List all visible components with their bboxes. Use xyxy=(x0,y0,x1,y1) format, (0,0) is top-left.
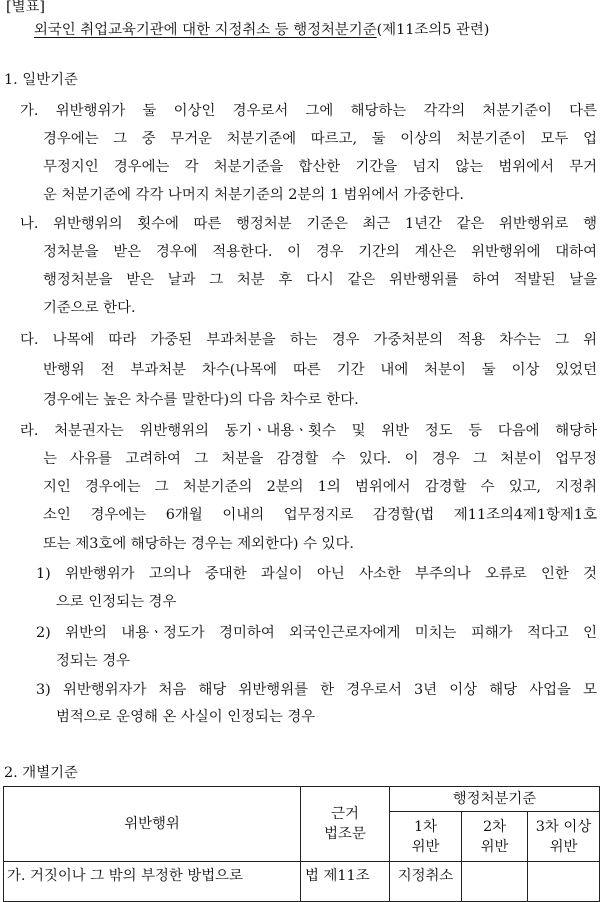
document-title-ref: (제11조의5 관련) xyxy=(376,22,490,38)
general-item-line: 경우에는 높은 차수를 말한다)의 다음 차수로 한다. xyxy=(43,392,359,408)
section-heading-general: 1. 일반기준 xyxy=(4,72,78,88)
general-item-line: 다. 나목에 따라 가중된 부과처분을 하는 경우 가중처분의 적용 차수는 그 위 xyxy=(20,332,597,348)
document-title-main: 외국인 취업교육기관에 대한 지정취소 등 행정처분기준 xyxy=(34,22,377,38)
sub-item-line: 3) 위반행위자가 처음 해당 위반행위를 한 경우로서 3년 이상 해당 사업을 모 xyxy=(36,682,597,698)
header-second-violation-line: 위반 xyxy=(480,838,509,855)
annex-tag: [별표] xyxy=(6,0,46,15)
penalty-standards-table xyxy=(3,786,600,902)
header-third-violation xyxy=(528,812,600,862)
row-violation: 가. 거짓이나 그 밖의 부정한 방법으로 xyxy=(4,862,301,902)
header-legal-basis-line: 근거 xyxy=(331,806,359,822)
header-first-violation-line: 위반 xyxy=(411,838,440,855)
general-item-line: 기준으로 한다. xyxy=(43,300,136,316)
general-item-line: 또는 제3호에 해당하는 경우는 제외한다) 수 있다. xyxy=(43,536,354,552)
general-item-line: 가. 위반행위가 둘 이상인 경우로서 그에 해당하는 각각의 처분기준이 다른 xyxy=(20,103,597,119)
header-third-violation-line: 3차 이상 xyxy=(535,818,592,835)
general-item-line: 지인 경우에는 그 처분기준의 2분의 1의 범위에서 감경할 수 있고, 지정취 xyxy=(43,479,597,495)
header-second-violation-line: 2차 xyxy=(482,818,507,835)
section-heading-specific: 2. 개별기준 xyxy=(4,765,78,781)
general-item-line: 경우에는 그 중 무거운 처분기준에 따르고, 둘 이상의 처분기준이 모두 업 xyxy=(43,131,597,147)
row-legal-basis: 법 제11조 xyxy=(301,862,390,902)
document-title xyxy=(34,20,489,40)
header-legal-basis xyxy=(301,787,390,862)
general-item-line: 나. 위반행위의 횟수에 따른 행정처분 기준은 최근 1년간 같은 위반행위로 행 xyxy=(20,216,597,232)
header-penalty-standards: 행정처분기준 xyxy=(390,787,600,812)
general-item-line: 무정지인 경우에는 각 처분기준을 합산한 기간을 넘지 않는 범위에서 무거 xyxy=(43,159,597,175)
header-first-violation-line: 1차 xyxy=(413,818,438,835)
sub-item-line: 으로 인정되는 경우 xyxy=(56,594,177,610)
header-third-violation-line: 위반 xyxy=(549,838,578,855)
header-second-violation xyxy=(462,812,528,862)
general-item-line: 운 처분기준에 각각 나머지 처분기준의 2분의 1 범위에서 가중한다. xyxy=(43,187,464,203)
general-item-line: 행정처분을 받은 날과 그 처분 후 다시 같은 위반행위를 하여 적발된 날을 xyxy=(43,272,597,288)
row-first-violation: 지정취소 xyxy=(390,862,462,902)
sub-item-line: 정되는 경우 xyxy=(56,653,131,669)
sub-item-line: 범적으로 운영해 온 사실이 인정되는 경우 xyxy=(56,709,316,725)
general-item-line: 정처분을 받은 경우에 적용한다. 이 경우 기간의 계산은 위반행위에 대하여 xyxy=(43,244,597,260)
sub-item-line: 2) 위반의 내용ㆍ정도가 경미하여 외국인근로자에게 미치는 피해가 적다고 인 xyxy=(36,625,597,641)
header-legal-basis-line: 법조문 xyxy=(324,826,366,842)
header-first-violation xyxy=(390,812,462,862)
general-item-line: 라. 처분권자는 위반행위의 동기ㆍ내용ㆍ횟수 및 위반 정도 등 다음에 해당하 xyxy=(20,423,597,439)
header-violation: 위반행위 xyxy=(4,787,301,862)
general-item-line: 반행위 전 부과처분 차수(나목에 따른 기간 내에 처분이 둘 이상 있었던 xyxy=(43,362,597,378)
general-item-line: 는 사유를 고려하여 그 처분을 감경할 수 있다. 이 경우 그 처분이 업무정 xyxy=(43,451,597,467)
general-item-line: 소인 경우에는 6개월 이내의 업무정지로 감경할(법 제11조의4제1항제1호 xyxy=(43,507,597,523)
sub-item-line: 1) 위반행위가 고의나 중대한 과실이 아닌 사소한 부주의나 오류로 인한 것 xyxy=(36,566,597,582)
